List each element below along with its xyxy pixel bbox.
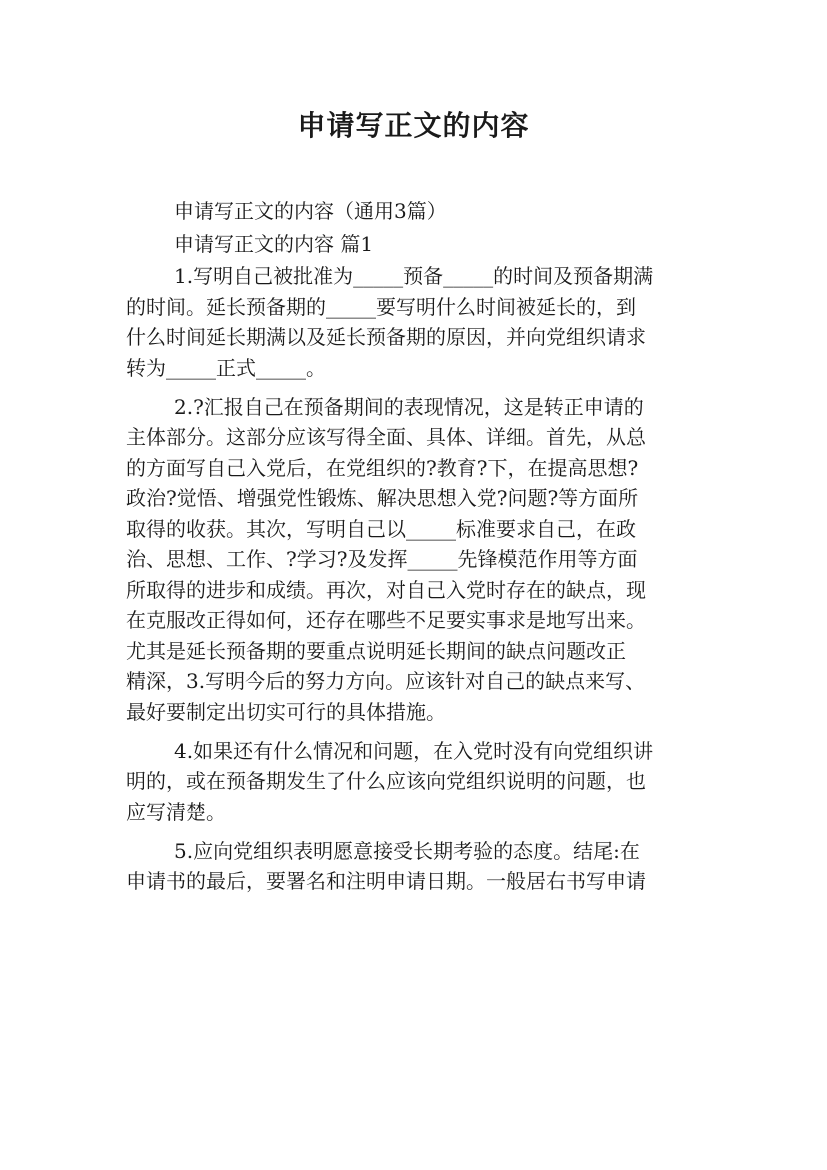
paragraph-line: 最好要制定出切实可行的具体措施。 (126, 699, 446, 724)
document-title: 申请写正文的内容 (297, 109, 530, 142)
paragraph-3 (126, 736, 706, 828)
paragraph-line: 转为_____正式_____。 (126, 355, 326, 380)
paragraph-line: 在克服改正得如何，还存在哪些不足要实事求是地写出来。 (126, 608, 646, 632)
document-body (126, 196, 706, 897)
paragraph-line: 治、思想、工作、?学习?及发挥_____先锋模范作用等方面 (126, 547, 638, 571)
paragraph-line: 申请书的最后，要署名和注明申请日期。一般居右书写申请 (126, 869, 646, 893)
paragraph-line: 尤其是延长预备期的要重点说明延长期间的缺点问题改正 (126, 638, 626, 663)
paragraph-line: 所取得的进步和成绩。再次，对自己入党时存在的缺点，现 (126, 577, 646, 602)
paragraph-line: 2.?汇报自己在预备期间的表现情况，这是转正申请的 (174, 394, 644, 419)
paragraph-line: 4.如果还有什么情况和问题，在入党时没有向党组织讲 (174, 738, 654, 763)
paragraph-line: 主体部分。这部分应该写得全面、具体、详细。首先，从总 (126, 425, 646, 449)
paragraph-line: 应写清楚。 (126, 799, 226, 824)
paragraph-line: 的时间。延长预备期的_____要写明什么时间被延长的，到 (126, 294, 636, 319)
document-subtitle: 申请写正文的内容（通用3篇） (174, 199, 447, 223)
paragraph-line: 政治?觉悟、增强党性锻炼、解决思想入党?问题?等方面所 (126, 486, 639, 510)
paragraph-1 (126, 261, 706, 383)
paragraph-line: 5.应向党组织表明愿意接受长期考验的态度。结尾:在 (174, 838, 640, 863)
section-heading: 申请写正文的内容 篇1 (174, 231, 374, 256)
paragraph-line: 明的，或在预备期发生了什么应该向党组织说明的问题，也 (126, 769, 646, 793)
paragraph-line: 什么时间延长期满以及延长预备期的原因，并向党组织请求 (126, 325, 646, 349)
paragraph-line: 精深，3.写明今后的努力方向。应该针对自己的缺点来写、 (126, 669, 646, 693)
paragraph-2 (126, 392, 706, 728)
paragraph-line: 的方面写自己入党后，在党组织的?教育?下，在提高思想? (126, 455, 639, 480)
paragraph-line: 取得的收获。其次，写明自己以_____标准要求自己，在政 (126, 516, 636, 541)
paragraph-4 (126, 836, 706, 897)
paragraph-line: 1.写明自己被批准为_____预备_____的时间及预备期满 (174, 264, 654, 288)
